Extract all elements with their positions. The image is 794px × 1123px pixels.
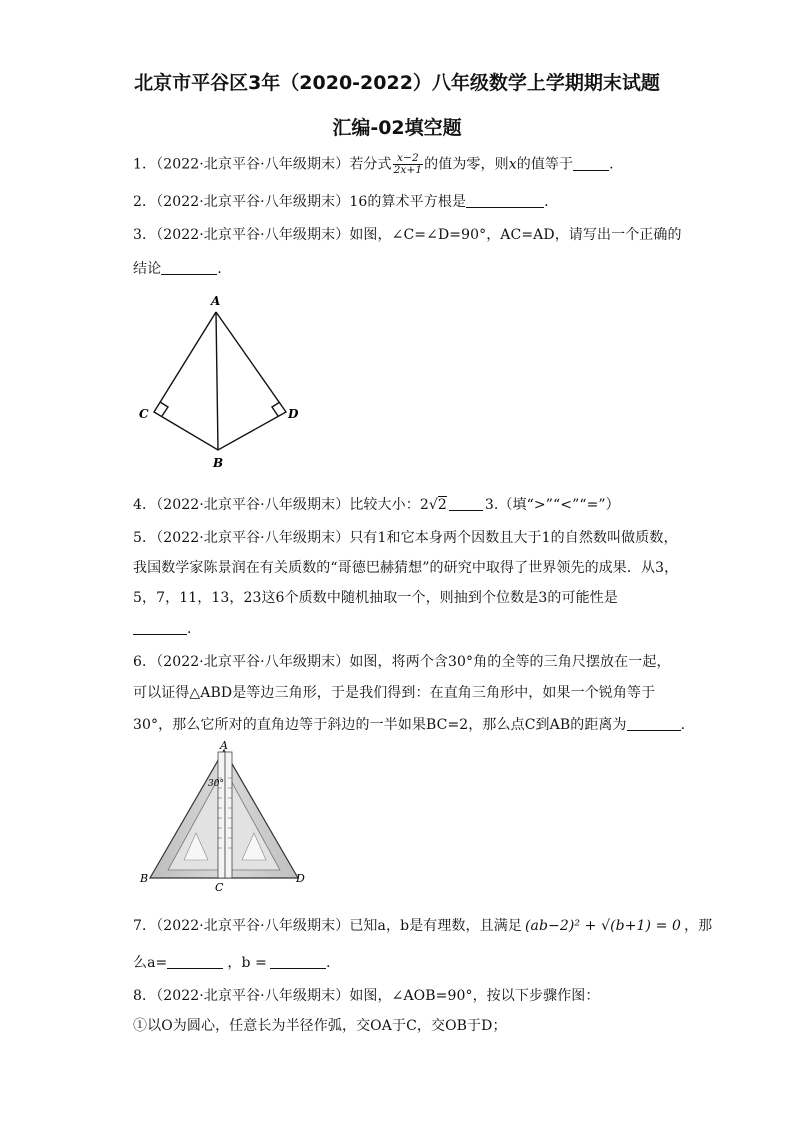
q1-fraction	[393, 153, 423, 176]
figure-2-set-squares	[138, 738, 310, 893]
q7-b-answer-blank[interactable]	[270, 954, 326, 969]
q4-suffix: 3.（填“>”“<”“=”）	[484, 497, 620, 513]
q6-answer-blank[interactable]	[627, 716, 681, 731]
q6-line-3-text: 30°，那么它所对的直角边等于斜边的一半如果BC=2，那么点C到AB的距离为	[133, 717, 627, 733]
q1-prefix: 1．（2022·北京平谷·八年级期末）若分式	[133, 156, 392, 173]
q3-end: .	[217, 261, 222, 277]
q3-conclusion-label: 结论	[133, 261, 162, 277]
q7-b-label: ，b =	[227, 955, 267, 971]
q1-fraction-denominator: 2x+1	[393, 164, 423, 176]
q2-end: .	[544, 194, 549, 210]
fig2-angle-label: 30°	[208, 779, 224, 789]
fig1-label-b: B	[213, 456, 224, 470]
q1-end: .	[609, 156, 614, 173]
fig1-label-d: D	[288, 407, 299, 421]
q2-answer-blank[interactable]	[466, 193, 544, 208]
q7-prefix: 7．（2022·北京平谷·八年级期末）已知a，b是有理数，且满足	[133, 918, 522, 934]
q1-variable: x	[508, 156, 517, 173]
question-8-line-1: 8．（2022·北京平谷·八年级期末）如图，∠AOB=90°，按以下步骤作图：	[133, 988, 600, 1004]
q3-answer-blank[interactable]	[161, 260, 217, 275]
q4-sqrt-radicand: 2	[437, 497, 447, 513]
question-5-line-1: 5．（2022·北京平谷·八年级期末）只有1和它本身两个因数且大于1的自然数叫做质数，	[133, 530, 678, 546]
q7-end: .	[325, 955, 331, 971]
fig2-label-c: C	[215, 881, 224, 893]
question-1	[133, 153, 614, 176]
question-2	[133, 191, 549, 211]
question-5-line-3: 5，7，11，13，23这6个质数中随机抽取一个，则抽到个位数是3的可能性是	[133, 590, 618, 606]
q4-sqrt-symbol: √	[428, 497, 438, 513]
fig1-label-c: C	[139, 407, 149, 421]
q6-end: .	[680, 717, 686, 733]
figure-1-quadrilateral	[130, 290, 310, 475]
q1-answer-blank[interactable]	[573, 156, 609, 171]
q1-suffix-b: 的值等于	[516, 156, 574, 173]
q7-expression: (ab−2)² + √(b+1) = 0	[524, 918, 682, 934]
document-title-line-2: 汇编-02填空题	[332, 117, 462, 139]
document-title-line-1: 北京市平谷区3年（2020-2022）八年级数学上学期期末试题	[134, 72, 660, 94]
question-5-line-4	[133, 620, 192, 637]
q7-suffix: ，那	[684, 918, 713, 934]
q5-answer-blank[interactable]	[133, 620, 187, 635]
q7-a-answer-blank[interactable]	[167, 954, 223, 969]
fig1-label-a: A	[211, 294, 221, 308]
question-7-line-1	[133, 915, 712, 935]
question-3-line-2	[133, 258, 222, 278]
q5-end: .	[187, 621, 192, 637]
q1-suffix-a: 的值为零，则	[424, 156, 509, 173]
fig2-label-a: A	[220, 739, 228, 752]
question-5-line-2: 我国数学家陈景润在有关质数的“哥德巴赫猜想”的研究中取得了世界领先的成果．从3，	[133, 560, 679, 576]
question-6-line-3	[133, 714, 685, 734]
question-6-line-1: 6．（2022·北京平谷·八年级期末）如图，将两个含30°角的全等的三角尺摆放在一起，	[133, 654, 671, 670]
question-6-line-2: 可以证得△ABD是等边三角形，于是我们得到：在直角三角形中，如果一个锐角等于	[133, 685, 656, 701]
question-7-line-2	[133, 952, 331, 972]
question-8-line-2: ①以O为圆心，任意长为半径作弧，交OA于C，交OB于D；	[133, 1018, 507, 1034]
fig2-label-d: D	[296, 872, 305, 885]
q1-fraction-numerator: x−2	[393, 153, 423, 165]
question-3-line-1: 3．（2022·北京平谷·八年级期末）如图，∠C=∠D=90°，AC=AD，请写出一个正确的	[133, 227, 682, 243]
q4-prefix: 4．（2022·北京平谷·八年级期末）比较大小：2	[133, 497, 429, 513]
q4-answer-blank[interactable]	[449, 496, 483, 511]
q7-a-label: 么a=	[133, 955, 168, 971]
question-4	[133, 494, 620, 514]
q2-text: 2．（2022·北京平谷·八年级期末）16的算术平方根是	[133, 194, 467, 210]
fig2-label-b: B	[140, 872, 149, 885]
